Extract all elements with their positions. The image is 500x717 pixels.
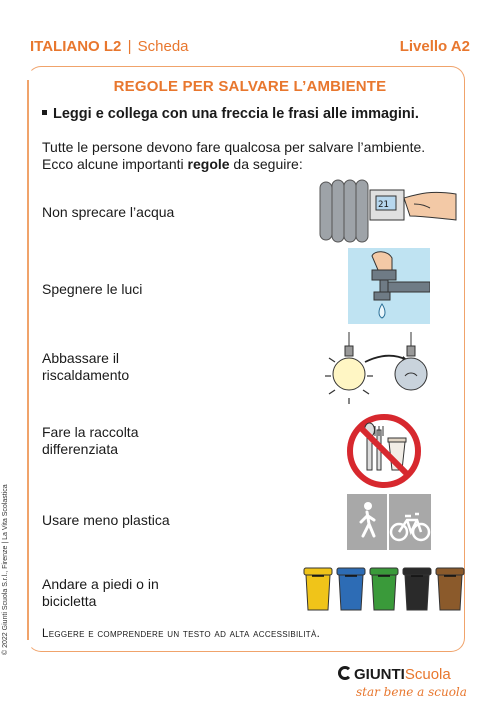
rule-text: Andare a piedi o in [42,576,159,592]
water-tap-icon [348,248,430,324]
page-title: REGOLE PER SALVARE L’AMBIENTE [113,78,387,95]
bullet-icon [42,110,47,115]
instruction-text: Leggi e collega con una freccia le frasi alle immagini. [53,106,419,122]
rule-text-2: differenziata [42,441,119,457]
publisher-logo [338,666,468,706]
card-left-edge [27,80,29,640]
logo-brand-main: GIUNTI [354,666,405,683]
intro-text [42,139,462,173]
rule-text: Abbassare il [42,350,120,366]
footer-note: Leggere e comprendere un testo ad alta accessibilità. [42,628,321,640]
rule-item-recycling [42,424,262,458]
svg-text:21: 21 [378,200,389,210]
logo-mark-icon [338,666,352,680]
sheet-label: Scheda [137,38,189,55]
logo-brand-accent: Scuola [404,666,451,683]
no-plastic-icon [345,412,423,490]
light-bulb-icon [325,332,437,406]
walk-bike-icon [347,494,431,550]
rule-item-plastic [42,512,262,529]
intro-line-2 [42,156,462,173]
instruction [42,106,419,122]
rule-text: Fare la raccolta [42,424,139,440]
rule-item-walk-bike [42,576,262,610]
radiator-thermostat-icon [318,176,458,244]
rule-text-2: bicicletta [42,593,97,609]
level-label: Livello A2 [399,38,470,55]
rule-text: Non sprecare l’acqua [42,204,175,220]
rule-item-water [42,204,262,221]
rule-text-2: riscaldamento [42,367,130,383]
recycling-bins-icon [302,564,466,612]
subject-label [30,38,189,55]
subject-name: ITALIANO L2 [30,38,122,55]
intro-line-1: Tutte le persone devono fare qualcosa per salvare l’ambiente. [42,139,426,155]
copyright-notice: © 2022 Giunti Scuola S.r.l., Firenze | La Vita Scolastica [2,484,9,655]
rule-text: Usare meno plastica [42,512,170,528]
intro-line-2-start: Ecco alcune importanti [42,156,188,172]
header-separator: | [127,38,132,55]
logo-tagline: star bene a scuola [356,685,467,699]
rule-text: Spegnere le luci [42,281,143,297]
intro-keyword: regole [187,156,230,172]
rule-item-lights [42,281,262,298]
rule-item-heating [42,350,262,384]
intro-line-2-end: da seguire: [229,156,303,172]
logo-brand [354,666,451,683]
page-header [30,38,470,58]
